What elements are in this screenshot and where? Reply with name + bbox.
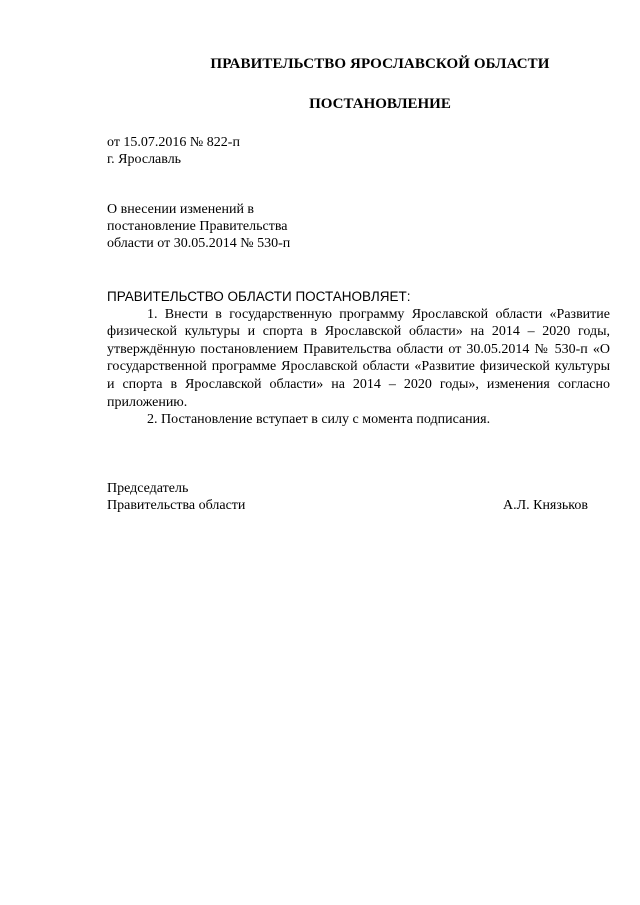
document-meta	[107, 134, 240, 168]
subject-line: постановление Правительства	[107, 219, 288, 234]
signatory-position-line1: Председатель	[107, 481, 189, 496]
date-and-number: от 15.07.2016 № 822-п	[107, 135, 240, 150]
signatory-name: А.Л. Князьков	[503, 498, 588, 513]
government-title: ПРАВИТЕЛЬСТВО ЯРОСЛАВСКОЙ ОБЛАСТИ	[210, 56, 550, 72]
subject-line: О внесении изменений в	[107, 202, 255, 217]
subject-line: области от 30.05.2014 № 530-п	[107, 236, 291, 251]
document-body	[107, 288, 610, 429]
decree-heading: ПРАВИТЕЛЬСТВО ОБЛАСТИ ПОСТАНОВЛЯЕТ:	[107, 289, 411, 304]
decree-item: 1. Внести в государственную программу Ярославской области «Развитие физической культуры и спорта в Ярославской области» на 2014 – 2020 годы, утверждённую постановлением Правительства области от 30.05.2014 № 530-п «О государственной программе Ярославской области «Развитие физической культуры и спорта в Ярославской области» на 2014 – 2020 годы», изменения согласно приложению.	[107, 306, 610, 410]
decree-item: 2. Постановление вступает в силу с момента подписания.	[147, 412, 491, 428]
signature-block	[107, 480, 588, 514]
document-type: ПОСТАНОВЛЕНИЕ	[309, 96, 451, 112]
signatory-position-line2: Правительства области	[107, 498, 246, 513]
document-subject	[107, 201, 290, 252]
city: г. Ярославль	[107, 152, 182, 167]
